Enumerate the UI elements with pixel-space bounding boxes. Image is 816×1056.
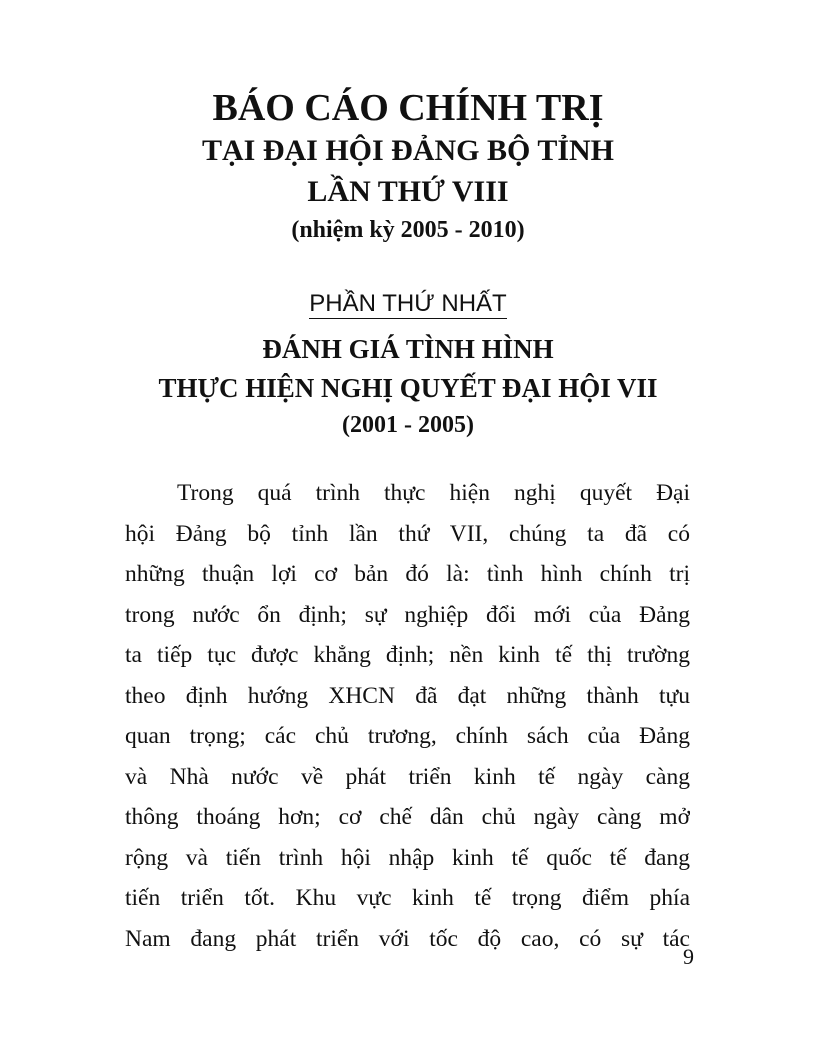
section-heading-line-2: THỰC HIỆN NGHỊ QUYẾT ĐẠI HỘI VII (158, 373, 658, 403)
paragraph-line: những thuận lợi cơ bản đó là: tình hình chính trị (125, 561, 690, 587)
section-period: (2001 - 2005) (342, 412, 474, 438)
paragraph-line: Nam đang phát triển với tốc độ cao, có sự tác (125, 925, 690, 952)
report-session: LẦN THỨ VIII (307, 175, 509, 208)
report-subtitle: TẠI ĐẠI HỘI ĐẢNG BỘ TỈNH (201, 134, 615, 167)
part-label-text: PHẦN THỨ NHẤT (309, 290, 507, 317)
paragraph-line: rộng và tiến trình hội nhập kinh tế quốc tế đang (125, 844, 690, 871)
paragraph-line: thông thoáng hơn; cơ chế dân chủ ngày càng mở (125, 804, 690, 830)
paragraph-line: và Nhà nước về phát triển kinh tế ngày càng (125, 763, 690, 790)
paragraph-line: theo định hướng XHCN đã đạt những thành tựu (125, 682, 690, 709)
body-paragraph (125, 479, 690, 965)
section-heading-line-1: ĐÁNH GIÁ TÌNH HÌNH (262, 334, 554, 364)
paragraph-line: Trong quá trình thực hiện nghị quyết Đại (177, 480, 690, 506)
report-term: (nhiệm kỳ 2005 - 2010) (291, 217, 525, 243)
page-number: 9 (683, 944, 694, 969)
paragraph-line: hội Đảng bộ tỉnh lần thứ VII, chúng ta đã có (125, 520, 690, 547)
paragraph-line: tiến triển tốt. Khu vực kinh tế trọng điểm phía (125, 885, 690, 911)
paragraph-line: ta tiếp tục được khẳng định; nền kinh tế thị trường (125, 642, 690, 668)
part-label (0, 290, 816, 318)
paragraph-line: quan trọng; các chủ trương, chính sách của Đảng (125, 723, 690, 749)
report-title: BÁO CÁO CHÍNH TRỊ (212, 87, 604, 129)
paragraph-line: trong nước ổn định; sự nghiệp đổi mới của Đảng (125, 601, 690, 628)
